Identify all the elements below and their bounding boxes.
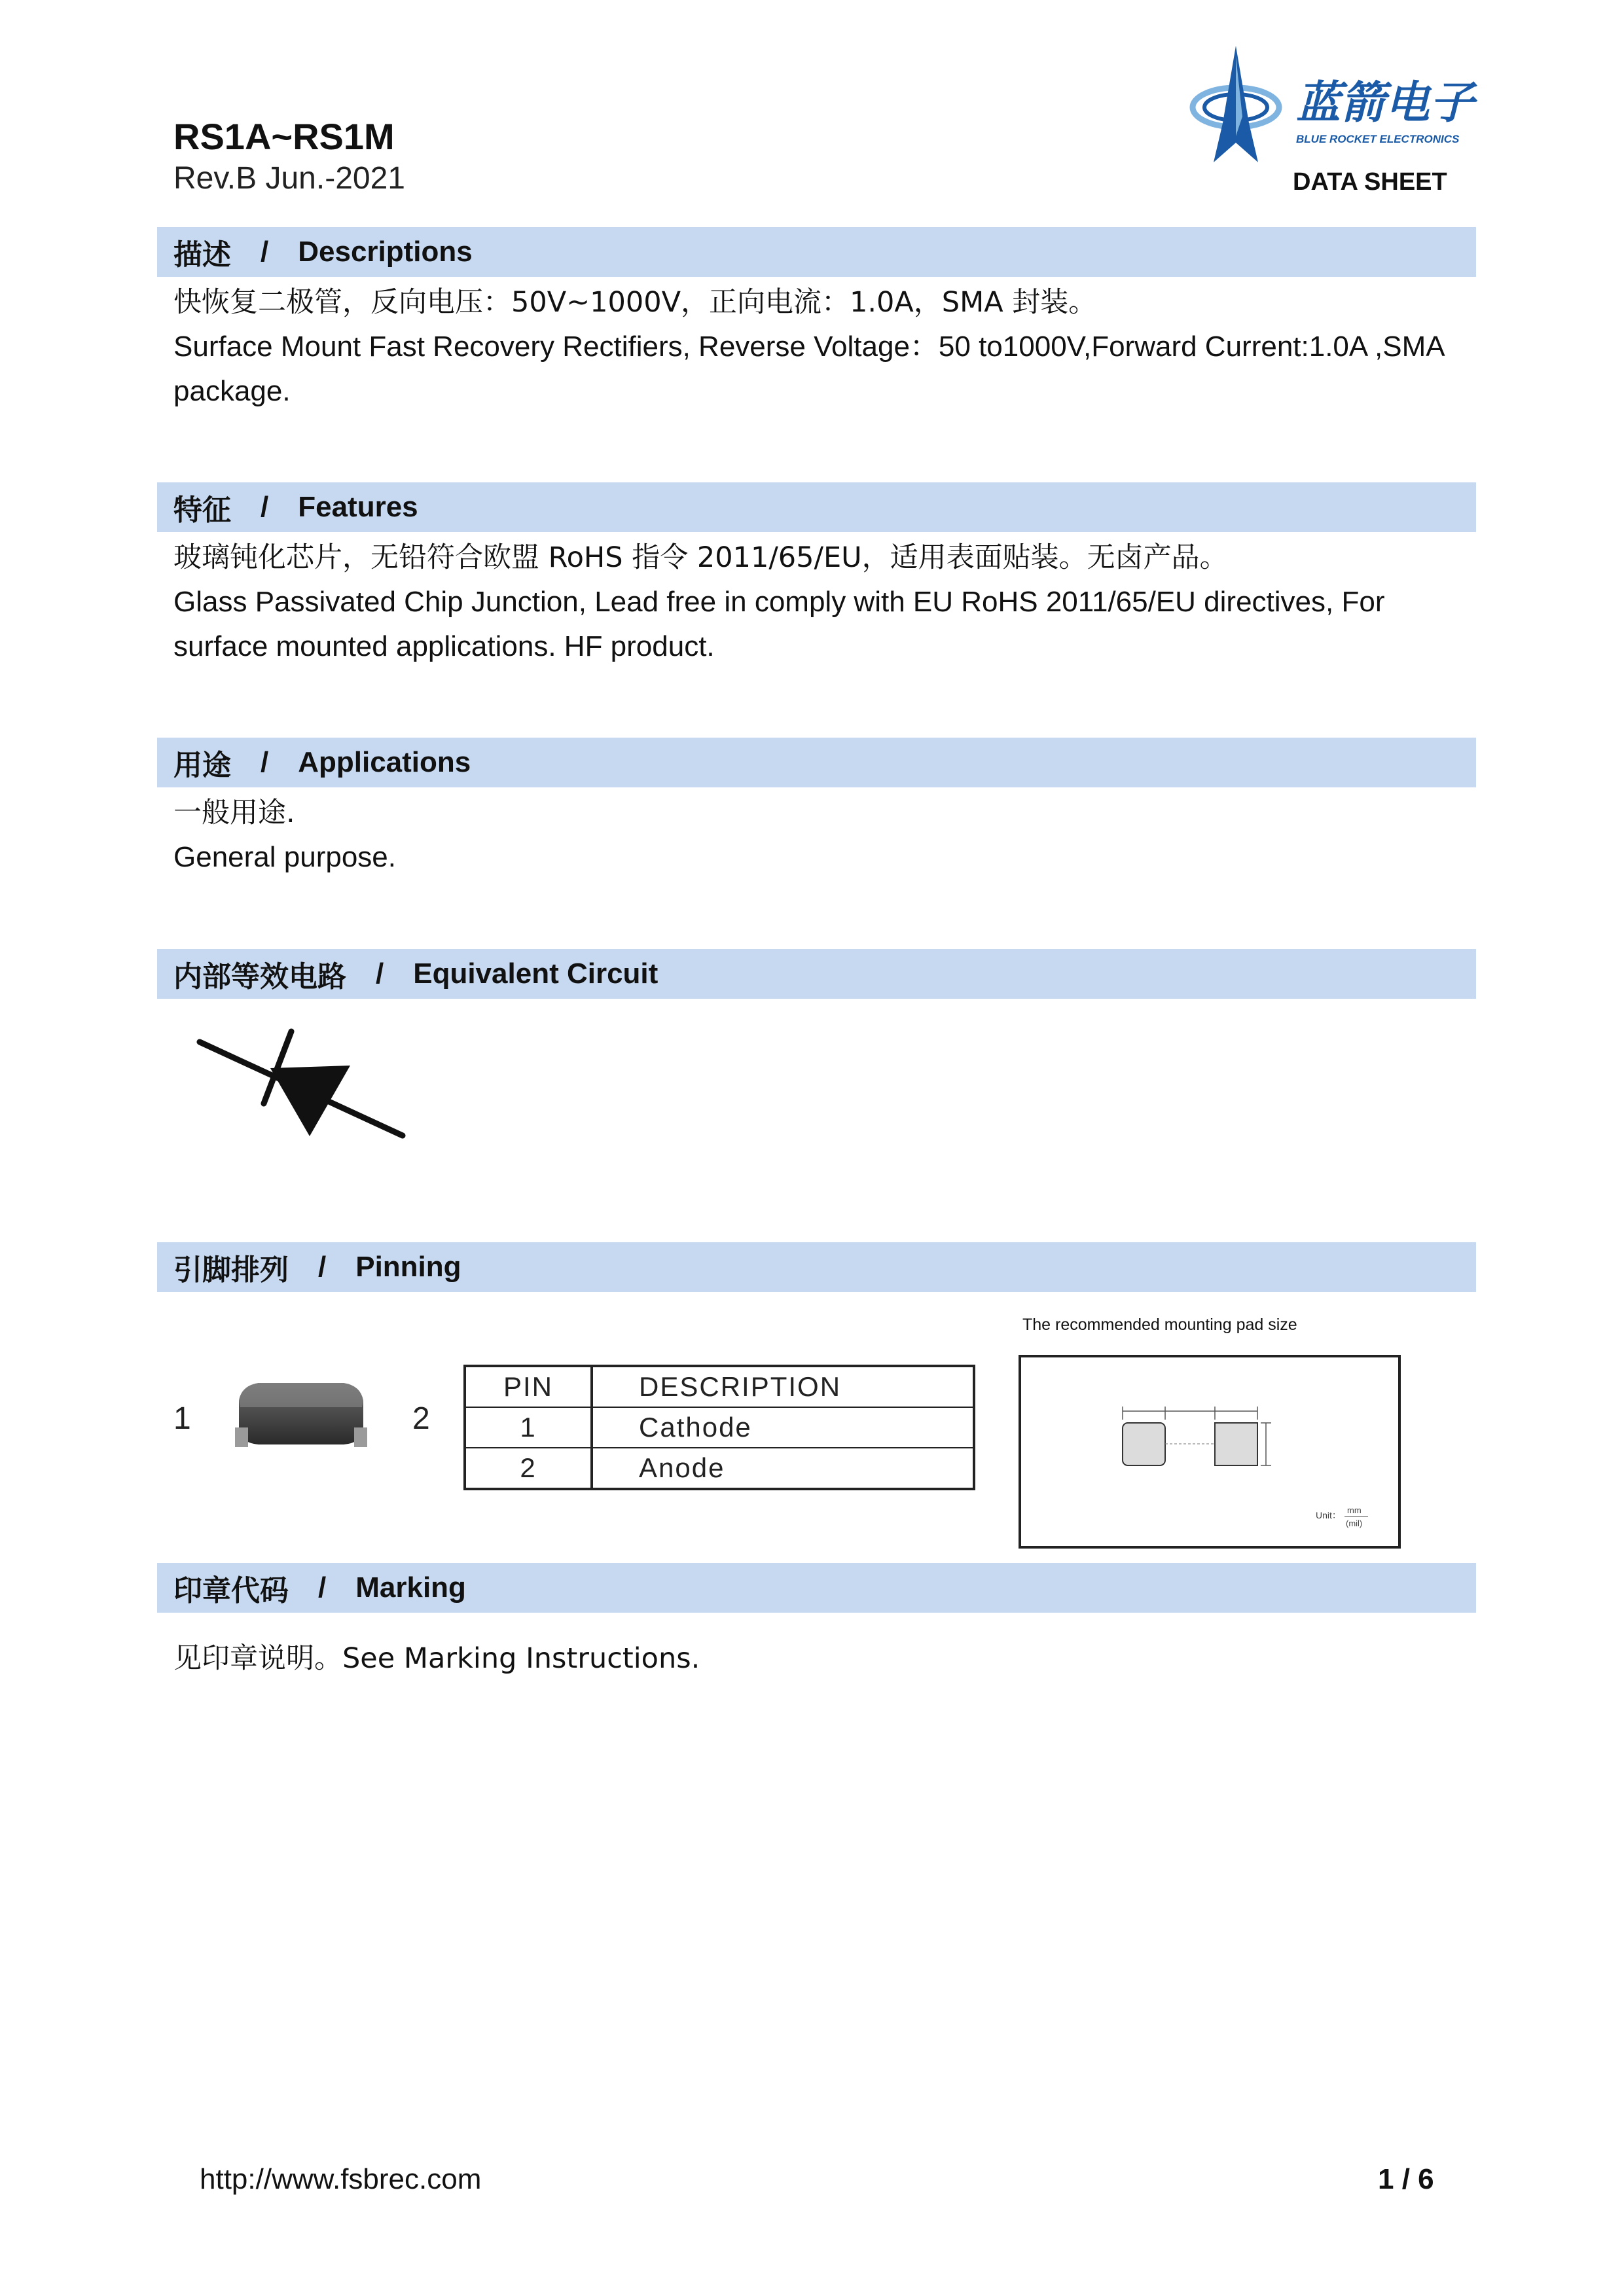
section-title-en: Equivalent Circuit	[413, 958, 659, 990]
section-separator: /	[376, 958, 384, 990]
pad-unit-label: Unit：	[1316, 1510, 1341, 1520]
logo-cn-text: 蓝箭电子	[1296, 77, 1475, 129]
rocket-logo-icon	[1185, 45, 1486, 169]
section-title-en: Features	[298, 491, 418, 523]
applications-body	[173, 791, 1476, 880]
section-separator: /	[261, 746, 269, 778]
applications-cn-text: 一般用途.	[173, 797, 295, 829]
diode-icon	[193, 1028, 416, 1145]
mounting-pad-drawing	[1021, 1357, 1398, 1546]
sma-package-image	[232, 1371, 370, 1456]
features-en-text: Glass Passivated Chip Junction, Lead free in comply with EU RoHS 2011/65/EU directives, For surface mounted applications. HF product.	[173, 586, 1385, 662]
table-row	[465, 1448, 974, 1489]
applications-en-text: General purpose.	[173, 841, 396, 873]
section-title-cn: 特征	[173, 493, 231, 527]
table-row	[465, 1407, 974, 1448]
pin-description-cell: Anode	[592, 1448, 974, 1489]
pad-size-caption: The recommended mounting pad size	[1022, 1316, 1297, 1334]
pin-table-header-description: DESCRIPTION	[592, 1366, 974, 1407]
pad-unit-mm: mm	[1347, 1505, 1362, 1515]
pin-table-header-pin: PIN	[465, 1366, 592, 1407]
document-title: RS1A~RS1M	[173, 116, 395, 157]
marking-text: 见印章说明。See Marking Instructions.	[173, 1642, 700, 1675]
features-cn-text: 玻璃钝化芯片，无铅符合欧盟 RoHS 指令 2011/65/EU，适用表面贴装。无卤产品。	[173, 541, 1228, 574]
section-title-cn: 描述	[173, 238, 231, 272]
pad-unit-mil: (mil)	[1346, 1518, 1363, 1528]
pin-number-cell: 2	[465, 1448, 592, 1489]
diode-symbol	[193, 1028, 416, 1145]
section-title-en: Applications	[298, 746, 471, 778]
pin-table-header-row	[465, 1366, 974, 1407]
pin-label-right: 2	[412, 1401, 430, 1436]
descriptions-cn-text: 快恢复二极管，反向电压：50V~1000V，正向电流：1.0A，SMA 封装。	[173, 286, 1097, 319]
footer-website-link[interactable]: http://www.fsbrec.com	[200, 2163, 482, 2195]
marking-body	[173, 1636, 1476, 1681]
section-title-cn: 印章代码	[173, 1574, 289, 1607]
section-header-descriptions	[157, 227, 1476, 277]
section-header-pinning	[157, 1242, 1476, 1292]
pin-number-cell: 1	[465, 1407, 592, 1448]
descriptions-en-text: Surface Mount Fast Recovery Rectifiers, Reverse Voltage：50 to1000V,Forward Current:1.0A ,SMA package.	[173, 331, 1444, 407]
features-body	[173, 535, 1417, 669]
pin-description-cell: Cathode	[592, 1407, 974, 1448]
data-sheet-label: DATA SHEET	[1293, 168, 1447, 196]
section-separator: /	[318, 1251, 327, 1283]
section-header-features	[157, 482, 1476, 532]
section-separator: /	[261, 491, 269, 523]
mounting-pad-diagram	[1019, 1355, 1401, 1549]
revision-date: Rev.B Jun.-2021	[173, 161, 405, 196]
section-title-cn: 用途	[173, 749, 231, 782]
sma-package-icon	[232, 1371, 370, 1456]
section-title-en: Descriptions	[298, 236, 473, 268]
section-header-equivalent-circuit	[157, 949, 1476, 999]
pin-label-left: 1	[173, 1401, 191, 1436]
section-header-applications	[157, 738, 1476, 787]
logo-en-text: BLUE ROCKET ELECTRONICS	[1296, 133, 1460, 145]
pin-table	[463, 1365, 975, 1490]
section-separator: /	[261, 236, 269, 268]
section-separator: /	[318, 1571, 327, 1604]
descriptions-body	[173, 280, 1476, 414]
section-title-cn: 引脚排列	[173, 1253, 289, 1287]
section-title-cn: 内部等效电路	[173, 960, 346, 994]
company-logo	[1185, 45, 1486, 169]
section-header-marking	[157, 1563, 1476, 1613]
page-number: 1 / 6	[1378, 2163, 1434, 2195]
section-title-en: Pinning	[355, 1251, 461, 1283]
section-title-en: Marking	[355, 1571, 466, 1604]
